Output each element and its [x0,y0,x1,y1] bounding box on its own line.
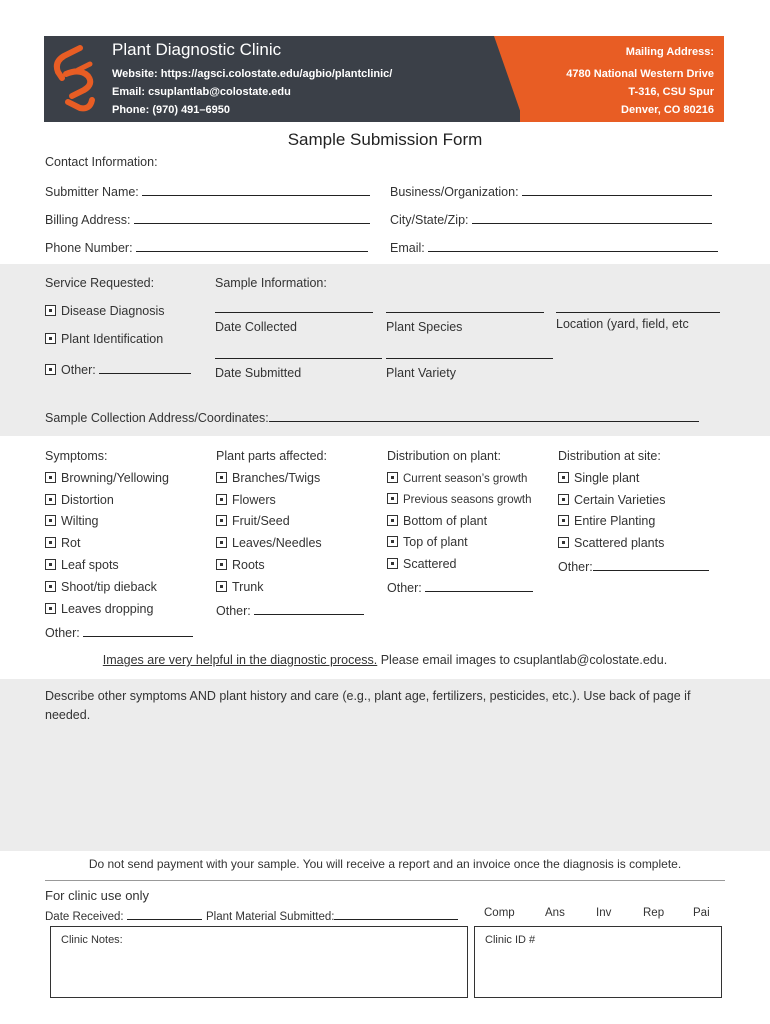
option-label: Other: [61,363,96,377]
checkbox-icon[interactable] [45,603,56,614]
plant-parts-other-label: Other: [216,604,251,618]
date-received-row [45,907,202,923]
code-ans: Ans [545,907,565,919]
distribution-site-heading: Distribution at site: [558,449,661,463]
symptom-item[interactable] [45,471,169,485]
checkbox-icon[interactable] [216,494,227,505]
plant-part-item[interactable] [216,558,265,572]
distribution-site-item[interactable] [558,514,655,528]
distribution-plant-label: Top of plant [403,535,468,549]
checkbox-icon[interactable] [558,537,569,548]
describe-rest: (e.g., plant age, fertilizers, pesticides, etc.). Use back of page if needed. [45,689,691,722]
checkbox-icon[interactable] [45,581,56,592]
phone-field[interactable] [136,239,368,252]
checkbox-icon[interactable] [45,559,56,570]
date-collected-line[interactable] [215,312,373,313]
clinic-notes-label: Clinic Notes: [61,934,123,946]
location-label: Location (yard, field, etc [556,317,689,331]
city-field[interactable] [472,211,712,224]
symptom-label: Distortion [61,493,114,507]
symptoms-other-label: Other: [45,626,80,640]
checkbox-icon[interactable] [216,515,227,526]
service-heading: Service Requested: [45,276,155,290]
symptom-item[interactable] [45,514,99,528]
service-option-identification[interactable] [45,332,163,346]
symptom-label: Browning/Yellowing [61,471,169,485]
mailing-label: Mailing Address: [625,46,714,58]
symptoms-heading: Symptoms: [45,449,108,463]
header-phone: Phone: (970) 491–6950 [112,104,231,116]
distribution-plant-label: Bottom of plant [403,514,488,528]
code-inv: Inv [596,907,612,919]
plant-part-item[interactable] [216,580,264,594]
distribution-site-label: Certain Varieties [574,493,666,507]
checkbox-icon[interactable] [45,515,56,526]
plant-part-label: Fruit/Seed [232,514,290,528]
distribution-plant-other-field[interactable] [425,579,533,592]
checkbox-icon[interactable] [387,558,398,569]
business-field[interactable] [522,183,712,196]
checkbox-icon[interactable] [558,515,569,526]
distribution-site-other-row [558,558,709,574]
distribution-plant-label: Current season’s growth [403,473,528,485]
distribution-site-label: Single plant [574,471,640,485]
plant-part-label: Leaves/Needles [232,536,322,550]
plant-part-item[interactable] [216,471,320,485]
date-collected-label: Date Collected [215,320,297,334]
header-website: Website: https://agsci.colostate.edu/agbio/plantclinic/ [112,68,393,80]
images-note-rest: Please email images to csuplantlab@colostate.edu. [377,653,668,667]
form-title: Sample Submission Form [287,130,483,149]
clinic-heading: For clinic use only [45,888,150,903]
symptom-item[interactable] [45,580,157,594]
plant-part-item[interactable] [216,514,290,528]
checkbox-icon[interactable] [45,305,56,316]
checkbox-icon[interactable] [387,536,398,547]
symptom-label: Leaf spots [61,558,119,572]
plant-parts-other-row [216,602,364,618]
mailing-line-1: 4780 National Western Drive [566,68,714,80]
distribution-plant-other-label: Other: [387,581,422,595]
symptoms-other-field[interactable] [83,624,193,637]
collection-address-row [45,409,699,425]
plant-variety-line[interactable] [386,358,553,359]
distribution-site-other-label: Other: [558,560,593,574]
option-label: Plant Identification [61,332,164,346]
payment-note: Do not send payment with your sample. You will receive a report and an invoice once the diagnosis is complete. [88,857,682,871]
symptom-item[interactable] [45,493,114,507]
checkbox-icon[interactable] [387,472,398,483]
plant-material-label: Plant Material Submitted: [206,911,335,923]
divider [45,880,725,881]
checkbox-icon[interactable] [45,494,56,505]
symptoms-other-row [45,624,193,640]
checkbox-icon[interactable] [387,493,398,504]
describe-prompt [45,687,720,725]
email-label: Email: [390,241,425,255]
checkbox-icon[interactable] [387,515,398,526]
clinic-id-label: Clinic ID # [485,934,536,946]
images-note-underlined: Images are very helpful in the diagnostic process. [102,653,378,667]
date-received-label: Date Received: [45,911,124,923]
billing-field[interactable] [134,211,370,224]
distribution-site-label: Entire Planting [574,514,656,528]
checkbox-icon[interactable] [216,537,227,548]
symptom-label: Leaves dropping [61,602,154,616]
checkbox-icon[interactable] [216,472,227,483]
distribution-plant-other-row [387,579,533,595]
city-label: City/State/Zip: [390,213,469,227]
mailing-line-2: T-316, CSU Spur [628,86,714,98]
location-line[interactable] [556,312,720,313]
distribution-site-item[interactable] [558,471,639,485]
distribution-plant-heading: Distribution on plant: [387,449,501,463]
plant-part-label: Roots [232,558,265,572]
plant-species-line[interactable] [386,312,544,313]
plant-variety-label: Plant Variety [386,366,456,380]
email-row [390,239,718,255]
city-row [390,211,712,227]
csu-logo-icon [50,44,102,116]
billing-row [45,211,370,227]
distribution-plant-item[interactable] [387,535,468,549]
plant-part-item[interactable] [216,536,322,550]
date-received-field[interactable] [127,907,202,920]
clinic-title: Plant Diagnostic Clinic [112,40,282,59]
describe-strong: Describe other symptoms AND plant history and care [45,689,339,703]
checkbox-icon[interactable] [216,581,227,592]
submitter-name-field[interactable] [142,183,370,196]
code-rep: Rep [643,907,665,919]
distribution-plant-label: Scattered [403,557,457,571]
images-note [0,653,770,667]
symptom-item[interactable] [45,602,153,616]
checkbox-icon[interactable] [45,333,56,344]
distribution-plant-item[interactable] [387,493,531,506]
checkbox-icon[interactable] [558,494,569,505]
symptom-label: Shoot/tip dieback [61,580,157,594]
distribution-plant-item[interactable] [387,472,527,485]
mailing-line-3: Denver, CO 80216 [621,104,714,116]
plant-material-field[interactable] [334,907,458,920]
symptom-item[interactable] [45,536,80,550]
distribution-site-item[interactable] [558,493,665,507]
header-email: Email: csuplantlab@colostate.edu [112,86,291,98]
plant-part-label: Trunk [232,580,264,594]
service-other-field[interactable] [99,361,191,374]
email-field[interactable] [428,239,718,252]
service-option-disease[interactable] [45,304,165,318]
checkbox-icon[interactable] [45,364,56,375]
date-submitted-label: Date Submitted [215,366,302,380]
submitter-name-row [45,183,370,199]
plant-species-label: Plant Species [386,320,463,334]
sample-info-heading: Sample Information: [215,276,327,290]
symptom-label: Rot [61,536,81,550]
checkbox-icon[interactable] [558,472,569,483]
checkbox-icon[interactable] [216,559,227,570]
checkbox-icon[interactable] [45,537,56,548]
billing-label: Billing Address: [45,213,131,227]
symptom-label: Wilting [61,514,99,528]
option-label: Disease Diagnosis [61,304,165,318]
contact-heading: Contact Information: [45,155,158,169]
distribution-plant-item[interactable] [387,514,487,528]
plant-part-item[interactable] [216,493,276,507]
distribution-site-label: Scattered plants [574,536,665,550]
plant-material-row [206,907,458,923]
collection-address-label: Sample Collection Address/Coordinates: [45,411,269,425]
plant-part-label: Flowers [232,493,276,507]
distribution-plant-label: Previous seasons growth [403,494,532,506]
business-label: Business/Organization: [390,185,519,199]
code-comp: Comp [484,907,515,919]
business-row [390,183,712,199]
plant-part-label: Branches/Twigs [232,471,321,485]
plant-parts-other-field[interactable] [254,602,364,615]
phone-label: Phone Number: [45,241,133,255]
clinic-notes-box[interactable] [50,926,468,998]
symptom-item[interactable] [45,558,119,572]
plant-parts-heading: Plant parts affected: [216,449,327,463]
distribution-site-item[interactable] [558,536,664,550]
clinic-id-box[interactable] [474,926,722,998]
code-pai: Pai [693,907,710,919]
distribution-site-other-field[interactable] [593,558,709,571]
checkbox-icon[interactable] [45,472,56,483]
service-option-other[interactable] [45,361,191,377]
submitter-name-label: Submitter Name: [45,185,139,199]
date-submitted-line[interactable] [215,358,382,359]
phone-row [45,239,368,255]
distribution-plant-item[interactable] [387,557,457,571]
collection-address-field[interactable] [269,409,699,422]
